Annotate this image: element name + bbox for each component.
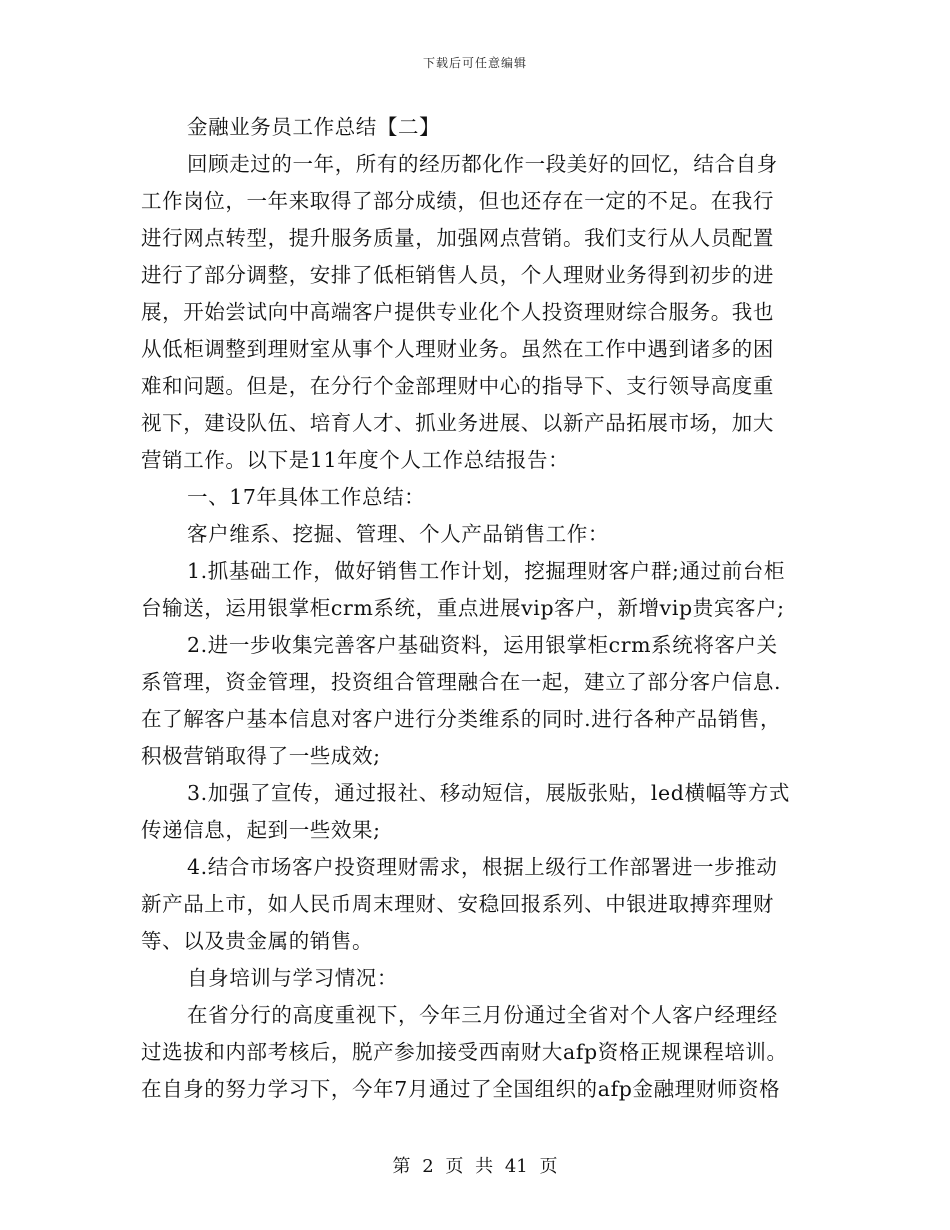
paragraph-line: 营销工作。以下是11年度个人工作总结报告： bbox=[141, 448, 570, 472]
list-item-line: 系管理，资金管理，投资组合管理融合在一起，建立了部分客户信息. bbox=[141, 670, 782, 694]
paragraph-line: 工作岗位，一年来取得了部分成绩，但也还存在一定的不足。在我行 bbox=[141, 189, 774, 213]
list-item-line: 台输送，运用银掌柜crm系统，重点进展vip客户，新增vip贵宾客户; bbox=[141, 596, 785, 620]
paragraph-line: 视下，建设队伍、培育人才、抓业务进展、以新产品拓展市场，加大 bbox=[141, 411, 774, 435]
list-item-line: 2.进一步收集完善客户基础资料，运用银掌柜crm系统将客户关 bbox=[187, 633, 778, 657]
subsection-heading: 客户维系、挖掘、管理、个人产品销售工作： bbox=[187, 522, 609, 546]
list-item-line: 3.加强了宣传，通过报社、移动短信，展版张贴，led横幅等方式 bbox=[187, 781, 790, 805]
document-body bbox=[141, 109, 813, 1108]
paragraph-line: 从低柜调整到理财室从事个人理财业务。虽然在工作中遇到诸多的困 bbox=[141, 337, 774, 361]
list-item-line: 传递信息，起到一些效果; bbox=[141, 818, 381, 842]
subsection-heading: 自身培训与学习情况： bbox=[187, 966, 398, 990]
paragraph-line: 难和问题。但是，在分行个金部理财中心的指导下、支行领导高度重 bbox=[141, 374, 774, 398]
section-title: 金融业务员工作总结【二】 bbox=[187, 115, 441, 139]
list-item-line: 新产品上市，如人民币周末理财、安稳回报系列、中银进取搏弈理财 bbox=[141, 892, 774, 916]
page-number-footer: 第 2 页 共 41 页 bbox=[392, 1156, 558, 1177]
paragraph-line: 回顾走过的一年，所有的经历都化作一段美好的回忆，结合自身 bbox=[187, 152, 778, 176]
subsection-heading: 一、17年具体工作总结： bbox=[187, 485, 426, 509]
paragraph-line: 过选拔和内部考核后，脱产参加接受西南财大afp资格正规课程培训。 bbox=[141, 1040, 788, 1064]
list-item-line: 在了解客户基本信息对客户进行分类维系的同时.进行各种产品销售， bbox=[141, 707, 782, 731]
list-item-line: 等、以及贵金属的销售。 bbox=[141, 929, 374, 953]
list-item-line: 4.结合市场客户投资理财需求，根据上级行工作部署进一步推动 bbox=[187, 855, 778, 879]
list-item-line: 积极营销取得了一些成效; bbox=[141, 744, 381, 768]
paragraph-line: 展，开始尝试向中高端客户提供专业化个人投资理财综合服务。我也 bbox=[141, 300, 774, 324]
paragraph-line: 在自身的努力学习下，今年7月通过了全国组织的afp金融理财师资格 bbox=[141, 1077, 781, 1101]
paragraph-line: 在省分行的高度重视下，今年三月份通过全省对个人客户经理经 bbox=[187, 1003, 778, 1027]
page-header-note: 下载后可任意编辑 bbox=[422, 56, 527, 70]
list-item-line: 1.抓基础工作，做好销售工作计划，挖掘理财客户群;通过前台柜 bbox=[187, 559, 785, 583]
paragraph-line: 进行网点转型，提升服务质量，加强网点营销。我们支行从人员配置 bbox=[141, 226, 774, 250]
paragraph-line: 进行了部分调整，安排了低柜销售人员，个人理财业务得到初步的进 bbox=[141, 263, 774, 287]
